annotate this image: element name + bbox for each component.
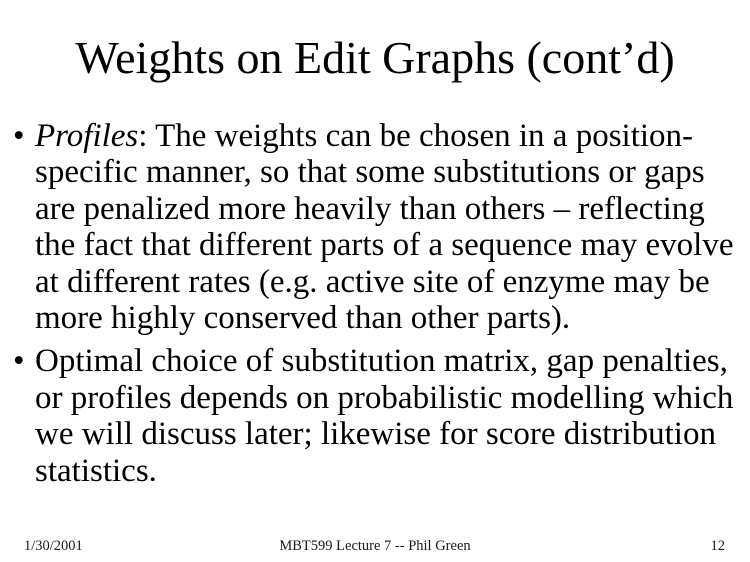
footer-lecture-title: MBT599 Lecture 7 -- Phil Green (279, 538, 471, 554)
slide-footer (0, 537, 750, 557)
bullet-icon: • (13, 343, 25, 380)
body-line: statistics. (35, 452, 157, 489)
bullet-text (35, 343, 750, 489)
bullet-item-optimal-choice (8, 343, 750, 489)
body-line: are penalized more heavily than others – reflecting (35, 190, 705, 227)
bullet-item-profiles (8, 118, 750, 336)
italic-lead: Profiles (35, 118, 139, 154)
footer-date: 1/30/2001 (24, 538, 83, 554)
bullet-text (35, 118, 750, 336)
body-line (35, 118, 750, 154)
body-line: more highly conserved than other parts). (35, 300, 571, 337)
body-line: the fact that different parts of a sequence may evolve (35, 227, 734, 264)
body-line: specific manner, so that some substitutions or gaps (35, 154, 705, 191)
body-line: or profiles depends on probabilistic modelling which (35, 379, 734, 416)
bullet-icon: • (13, 118, 25, 154)
slide-body (8, 118, 750, 489)
body-line-text: : The weights can be chosen in a position- (138, 118, 694, 154)
body-line: we will discuss later; likewise for score distribution (35, 416, 716, 453)
body-line: Optimal choice of substitution matrix, gap penalties, (35, 343, 728, 380)
slide-title: Weights on Edit Graphs (cont’d) (75, 32, 675, 83)
body-line: at different rates (e.g. active site of enzyme may be (35, 263, 710, 300)
footer-page-number: 12 (710, 538, 725, 554)
